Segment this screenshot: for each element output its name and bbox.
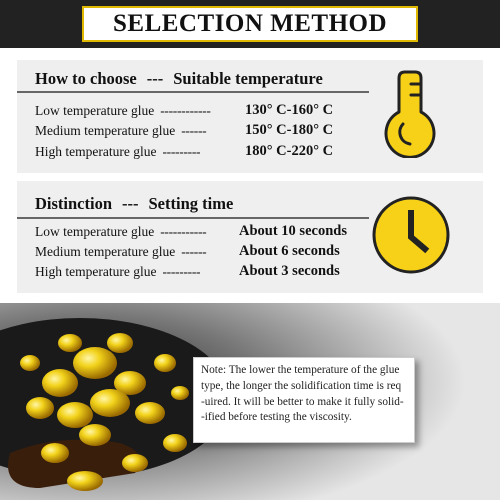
row-value: About 3 seconds [239,263,340,279]
row-dashes: ------------ [160,103,211,118]
note-line: -ified before testing the viscosity. [201,411,352,424]
temperature-heading-left: How to choose [35,69,137,88]
row-dashes: --------- [162,264,201,279]
row-value: About 6 seconds [239,243,340,259]
row-dashes: ------ [181,123,207,138]
row-value: About 10 seconds [239,223,347,239]
time-row-low [35,223,347,240]
title-box [82,6,418,42]
note-line: Note: The lower the temperature of the glue [201,364,400,376]
time-heading-right: Setting time [148,194,234,213]
row-label: Medium temperature glue [35,123,176,138]
row-value: 150° C-180° C [245,122,334,138]
row-label: Low temperature glue [35,103,155,118]
time-row-high [35,263,340,280]
glue-beads-photo [0,303,500,500]
temperature-row-medium [35,122,334,139]
row-label: High temperature glue [35,144,157,159]
row-label: Low temperature glue [35,224,155,239]
row-value: 130° C-160° C [245,102,334,118]
temperature-panel [17,60,483,173]
temperature-heading-right: Suitable temperature [173,69,323,88]
temperature-row-high [35,143,334,160]
note-line: type, the longer the solidification time is req [201,379,402,392]
time-divider [17,217,369,219]
note-line: -uired. It will be better to make it fully solid- [201,395,404,408]
temperature-divider [17,91,369,93]
row-dashes: --------- [162,144,201,159]
time-heading-separator: --- [122,194,139,213]
note-box [193,357,415,443]
thermometer-icon [371,68,449,158]
time-heading [35,194,233,214]
clock-icon [369,191,455,281]
row-label: High temperature glue [35,264,157,279]
page-title: SELECTION METHOD [112,10,388,37]
row-label: Medium temperature glue [35,244,176,259]
temperature-heading-separator: --- [146,69,164,88]
temperature-row-low [35,102,334,119]
time-row-medium [35,243,340,260]
time-heading-left: Distinction [35,194,113,213]
temperature-heading [35,69,323,89]
row-dashes: ----------- [160,224,207,239]
title-bar [0,0,500,48]
row-dashes: ------ [181,244,207,259]
time-panel [17,181,483,293]
row-value: 180° C-220° C [245,143,334,159]
